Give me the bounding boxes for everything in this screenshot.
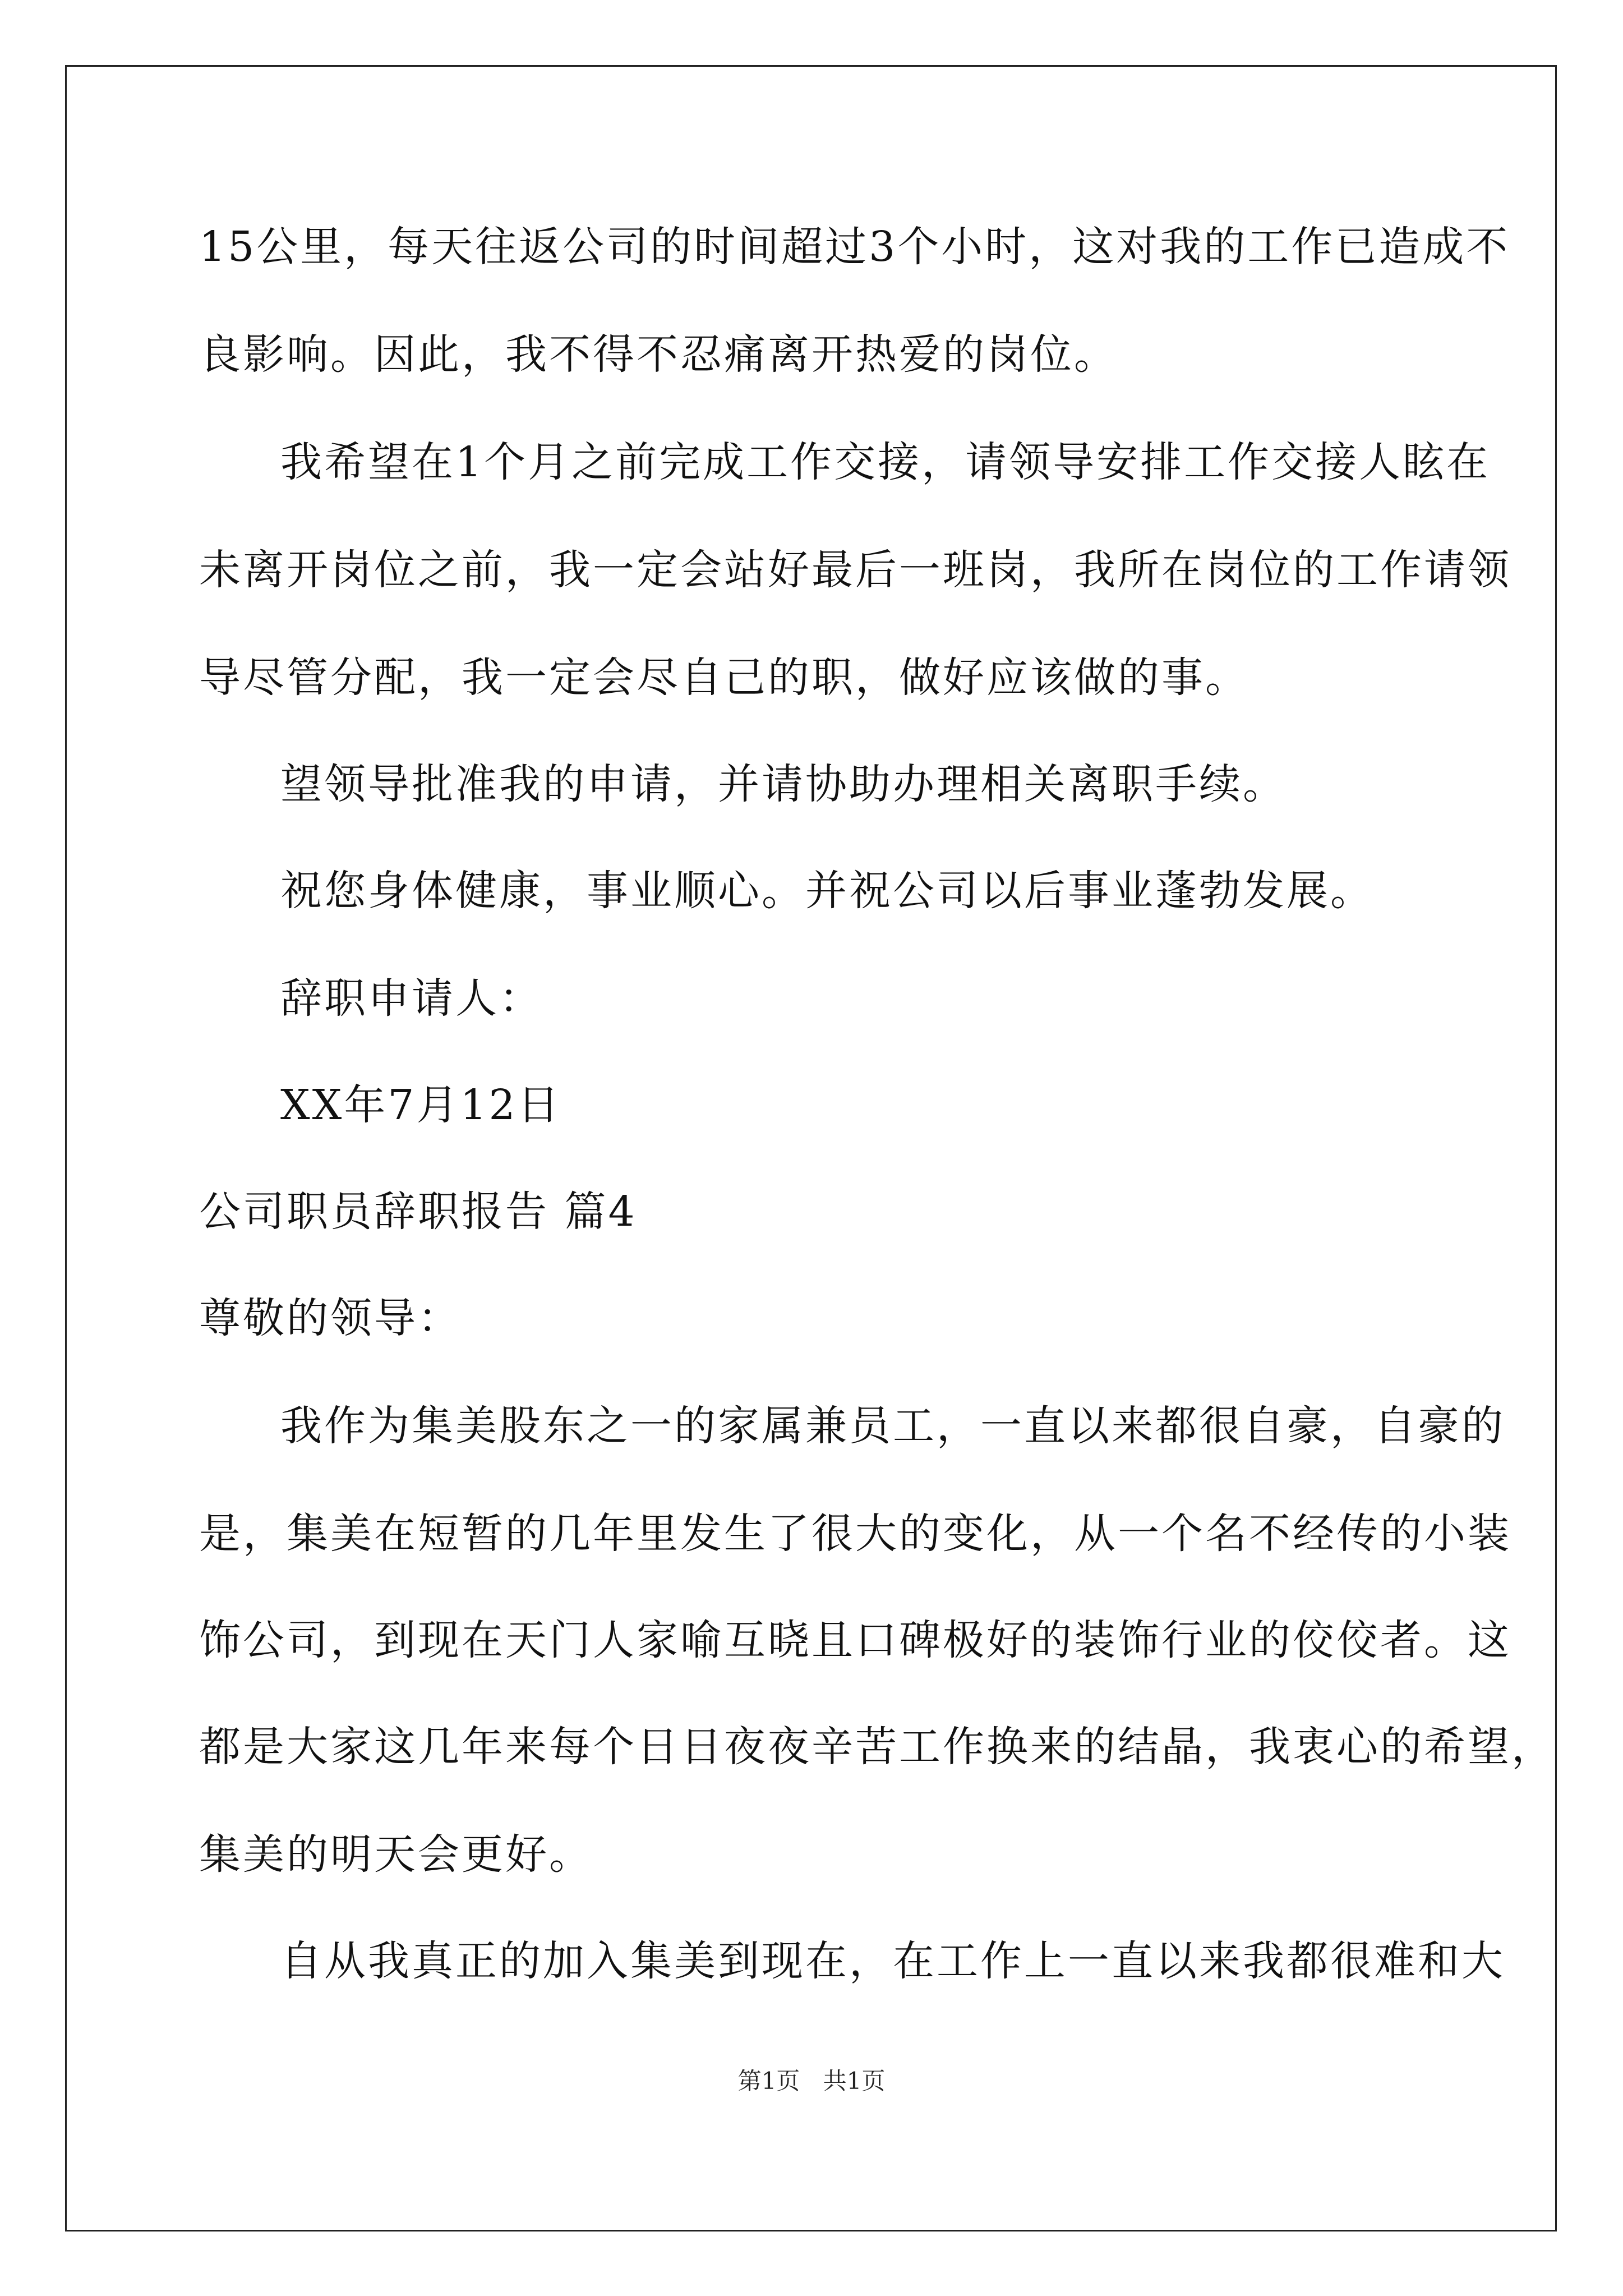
text-line: 辞职申请人： <box>280 974 543 1023</box>
page-total: 共1页 <box>823 2067 886 2095</box>
salutation: 尊敬的领导： <box>199 1294 462 1342</box>
page-footer <box>0 2064 1623 2098</box>
text-line: 我作为集美股东之一的家属兼员工，一直以来都很自豪，自豪的 <box>280 1402 1505 1450</box>
text-line: 我希望在1个月之前完成工作交接，请领导安排工作交接人眩在 <box>280 438 1491 486</box>
text-line: 望领导批准我的申请，并请协助办理相关离职手续。 <box>280 760 1287 808</box>
text-line: 集美的明天会更好。 <box>199 1830 593 1879</box>
text-line: XX年7月12日 <box>280 1081 561 1129</box>
text-line: 良影响。因此，我不得不忍痛离开热爱的岗位。 <box>199 330 1118 379</box>
text-line: 导尽管分配，我一定会尽自己的职，做好应该做的事。 <box>199 654 1249 702</box>
page-number: 第1页 <box>737 2067 800 2095</box>
section-heading: 公司职员辞职报告 篇4 <box>199 1188 637 1236</box>
text-line: 15公里，每天往返公司的时间超过3个小时，这对我的工作已造成不 <box>199 223 1510 271</box>
text-line: 是，集美在短暂的几年里发生了很大的变化，从一个名不经传的小装 <box>199 1510 1511 1558</box>
text-line: 祝您身体健康，事业顺心。并祝公司以后事业蓬勃发展。 <box>280 867 1374 915</box>
text-line: 自从我真正的加入集美到现在，在工作上一直以来我都很难和大 <box>280 1937 1505 1985</box>
text-line: 未离开岗位之前，我一定会站好最后一班岗，我所在岗位的工作请领 <box>199 546 1511 594</box>
text-line: 都是大家这几年来每个日日夜夜辛苦工作换来的结晶，我衷心的希望， <box>199 1723 1555 1771</box>
text-line: 饰公司，到现在天门人家喻互晓且口碑极好的装饰行业的佼佼者。这 <box>199 1616 1511 1664</box>
page-border <box>65 65 1557 2231</box>
